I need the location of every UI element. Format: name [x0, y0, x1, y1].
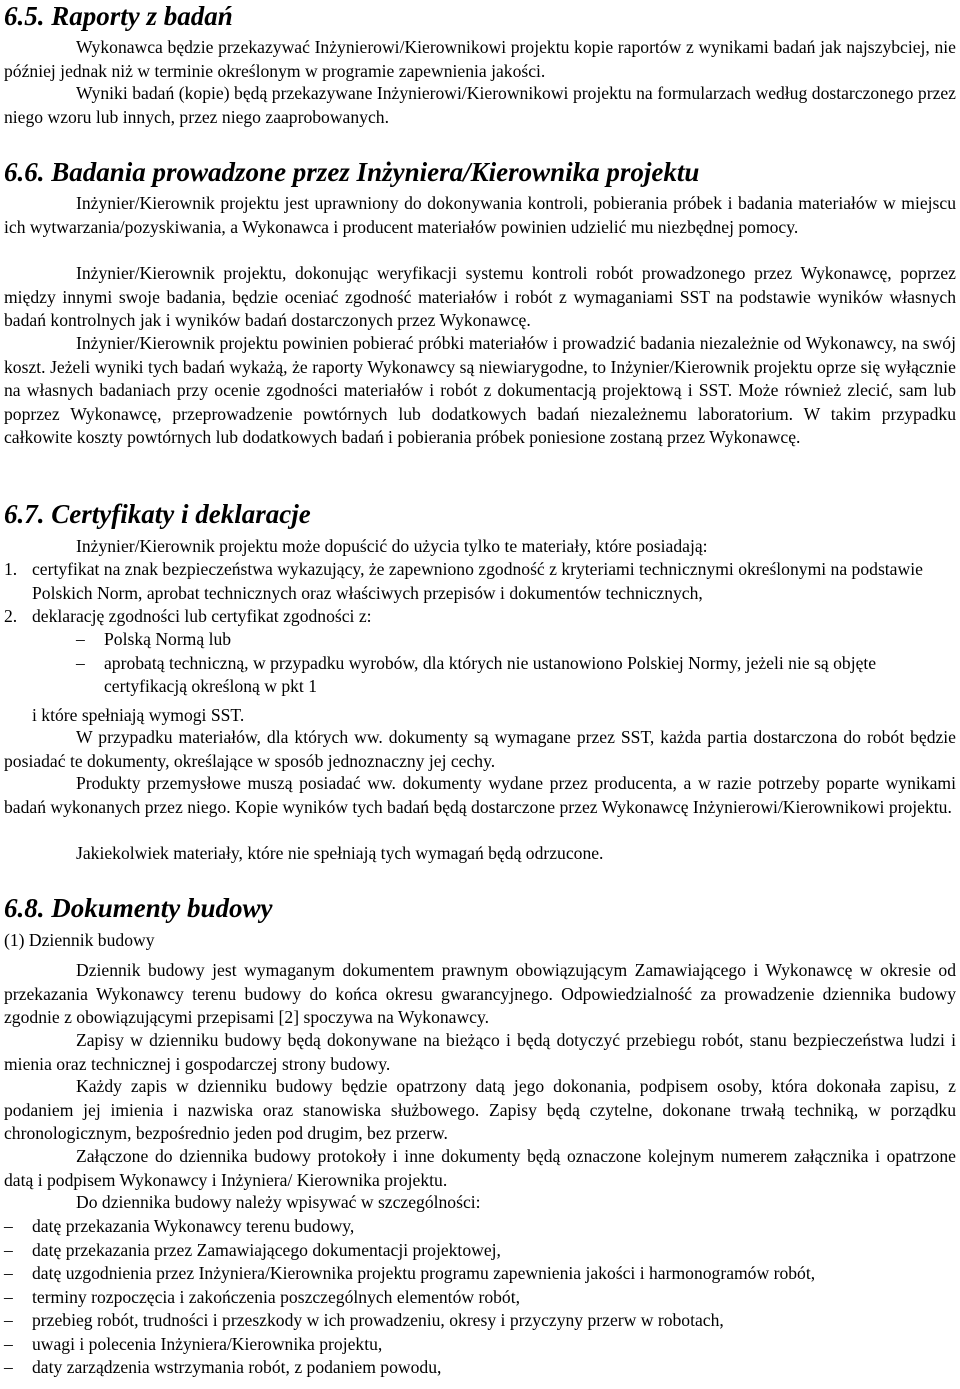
paragraph: Załączone do dziennika budowy protokoły i inne dokumenty będą oznaczone kolejnym numerem załącznika i opatrzone datą i podpisem Wykonawcy i Inżyniera/ Kierownika projektu.	[4, 1146, 956, 1190]
paragraph: Inżynier/Kierownik projektu jest uprawniony do dokonywania kontroli, pobierania próbek i badania materiałów w miejscu ich wytwarzania/pozyskiwania, a Wykonawca i producent materiałów powinien udzielić mu niezbędnej pomocy.	[4, 193, 956, 237]
paragraph: Zapisy w dzienniku budowy będą dokonywane na bieżąco i będą dotyczyć przebiegu robót, stanu bezpieczeństwa ludzi i mienia oraz technicznej i gospodarczej strony budowy.	[4, 1030, 956, 1074]
list-item	[4, 1286, 956, 1310]
sub-list	[4, 628, 956, 699]
section-heading-6-7: 6.7. Certyfikaty i deklaracje	[4, 499, 311, 529]
section-heading-6-6: 6.6. Badania prowadzone przez Inżyniera/Kierownika projektu	[4, 157, 700, 187]
paragraph: Wyniki badań (kopie) będą przekazywane Inżynierowi/Kierownikowi projektu na formularzach według dostarczonego przez niego wzoru lub innych, przez niego zaaprobowanych.	[4, 83, 956, 127]
list-item	[4, 605, 956, 629]
dash-bullet: –	[76, 629, 85, 649]
dash-bullet: –	[4, 1286, 13, 1307]
paragraph: Inżynier/Kierownik projektu powinien pobierać próbki materiałów i prowadzić badania niezależnie od Wykonawcy, na swój koszt. Jeżeli wyniki tych badań wykażą, że raporty Wykonawcy są niewiarygodne, to Inżynier/Kierownik projektu oprze się wyłącznie na własnych badaniach przy ocenie zgodności materiałów i robót z dokumentacją projektową i SST. Może również zlecić, sam lub poprzez Wykonawcę, przeprowadzenie powtórnych lub dodatkowych badań niezależnemu laboratorium. W takim przypadku całkowite koszty powtórnych lub dodatkowych badań i pobierania próbek poniesione zostaną przez Wykonawcę.	[4, 333, 956, 447]
list-item-text: deklarację zgodności lub certyfikat zgodności z:	[32, 606, 372, 626]
list-item-text: datę przekazania Wykonawcy terenu budowy,	[32, 1216, 355, 1236]
list-item-text: uwagi i polecenia Inżyniera/Kierownika projektu,	[32, 1333, 383, 1354]
list-number: 2.	[4, 606, 18, 626]
section-heading-6-5: 6.5. Raporty z badań	[4, 1, 233, 31]
list-item	[4, 628, 956, 652]
list-item	[4, 1215, 956, 1239]
list-item-text: datę przekazania przez Zamawiającego dokumentacji projektowej,	[32, 1239, 501, 1260]
list-item	[4, 1309, 956, 1333]
list-item-text: przebieg robót, trudności i przeszkody w ich prowadzeniu, okresy i przyczyny przerw w robotach,	[32, 1310, 724, 1330]
list-number: 1.	[4, 559, 18, 579]
list-item-text: aprobatą techniczną, w przypadku wyrobów, dla których nie ustanowiono Polskiej Normy, jeżeli nie są objęte certyfikacją określoną w pkt 1	[104, 652, 877, 696]
paragraph: Do dziennika budowy należy wpisywać w szczególności:	[76, 1192, 481, 1212]
list-item	[4, 1239, 956, 1263]
dash-bullet: –	[76, 652, 85, 673]
subsection-title: (1) Dziennik budowy	[4, 930, 155, 950]
paragraph: Jakiekolwiek materiały, które nie spełniają tych wymagań będą odrzucone.	[76, 843, 604, 863]
paragraph: Inżynier/Kierownik projektu, dokonując weryfikacji systemu kontroli robót prowadzonego przez Wykonawcę, poprzez między innymi swoje badania, będzie oceniać zgodność materiałów i robót z wymaganiami SST na podstawie wyników własnych badań kontrolnych jak i wyników badań dostarczonych przez Wykonawcę.	[4, 263, 956, 330]
dash-bullet: –	[4, 1263, 13, 1283]
paragraph: Inżynier/Kierownik projektu może dopuścić do użycia tylko te materiały, które posiadają:	[76, 536, 708, 556]
dash-bullet: –	[4, 1239, 13, 1260]
list-item-text: certyfikat na znak bezpieczeństwa wykazujący, że zapewniono zgodność z kryteriami technicznymi określonymi na podstawie Polskich Norm, aprobat technicznych oraz właściwych przepisów i dokumentów technicznych,	[32, 559, 923, 603]
list-item	[4, 652, 956, 699]
paragraph: Dziennik budowy jest wymaganym dokumentem prawnym obowiązującym Zamawiającego i Wykonawcę w okresie od przekazania Wykonawcy terenu budowy do końca okresu gwarancyjnego. Odpowiedzialność za prowadzenie dziennika budowy zgodnie z obowiązującymi przepisami [2] spoczywa na Wykonawcy.	[4, 960, 956, 1027]
requirements-list	[4, 558, 956, 629]
dash-bullet: –	[4, 1357, 13, 1377]
paragraph: Wykonawca będzie przekazywać Inżynierowi/Kierownikowi projektu kopie raportów z wynikami badań jak najszybciej, nie później jednak niż w terminie określonym w programie zapewnienia jakości.	[4, 37, 956, 81]
list-item-text: Polską Normą lub	[104, 629, 232, 649]
dash-bullet: –	[4, 1216, 13, 1236]
paragraph: W przypadku materiałów, dla których ww. dokumenty są wymagane przez SST, każda partia dostarczona do robót będzie posiadać te dokumenty, określające w sposób jednoznaczny jej cechy.	[4, 727, 956, 771]
list-item	[4, 1333, 956, 1357]
journal-entries-list	[4, 1215, 956, 1380]
paragraph: i które spełniają wymogi SST.	[32, 705, 245, 725]
list-item-text: datę uzgodnienia przez Inżyniera/Kierownika projektu programu zapewnienia jakości i harmonogramów robót,	[32, 1263, 816, 1283]
dash-bullet: –	[4, 1333, 13, 1354]
section-heading-6-8: 6.8. Dokumenty budowy	[4, 893, 273, 923]
paragraph: Produkty przemysłowe muszą posiadać ww. dokumenty wydane przez producenta, a w razie potrzeby poparte wynikami badań wykonanych przez niego. Kopie wyników tych badań będą dostarczone przez Wykonawcę Inżynierowi/Kierownikowi projektu.	[4, 773, 956, 817]
list-item-text: terminy rozpoczęcia i zakończenia poszczególnych elementów robót,	[32, 1286, 521, 1307]
list-item-text: daty zarządzenia wstrzymania robót, z podaniem powodu,	[32, 1357, 442, 1377]
paragraph: Każdy zapis w dzienniku budowy będzie opatrzony datą jego dokonania, podpisem osoby, która dokonała zapisu, z podaniem jej imienia i nazwiska oraz stanowiska służbowego. Zapisy będą czytelne, dokonane trwałą techniką, w porządku chronologicznym, bezpośrednio jeden pod drugim, bez przerw.	[4, 1076, 956, 1143]
list-item	[4, 558, 956, 605]
dash-bullet: –	[4, 1310, 13, 1330]
list-item	[4, 1356, 956, 1380]
list-item	[4, 1262, 956, 1286]
